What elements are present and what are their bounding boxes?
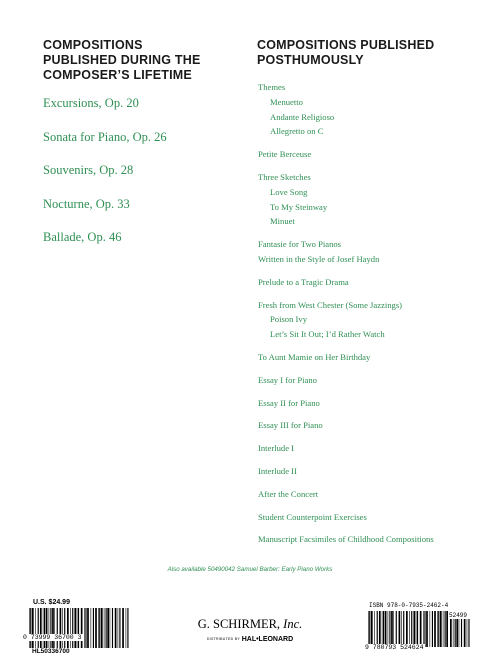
- note-prefix: Also available 50490042: [167, 566, 237, 573]
- composition-title: Prelude to a Tragic Drama: [258, 276, 349, 287]
- movement-title: Andante Religioso: [270, 111, 335, 122]
- right-column-heading: [257, 38, 434, 68]
- composition-title: Fantasie for Two Pianos: [258, 239, 342, 250]
- composition-title: Interlude II: [258, 465, 297, 476]
- composition-title: Student Counterpoint Exercises: [258, 511, 367, 522]
- distributor-line: [150, 636, 350, 643]
- price-label: U.S. $24.99: [33, 599, 70, 606]
- posthumous-group: [258, 350, 434, 365]
- isbn-label: ISBN 978-0-7935-2462-4: [369, 602, 449, 609]
- posthumous-group: [258, 418, 434, 433]
- composition-item: Nocturne, Op. 33: [43, 196, 130, 211]
- composition-title-continuation: Written in the Style of Josef Haydn: [258, 253, 380, 264]
- composition-title: Essay III for Piano: [258, 420, 323, 431]
- composition-item: Excursions, Op. 20: [43, 96, 139, 110]
- composition-item: Sonata for Piano, Op. 26: [43, 129, 167, 144]
- right-heading-line: POSTHUMOUSLY: [257, 53, 364, 67]
- composition-title: Essay II for Piano: [258, 397, 320, 408]
- posthumous-compositions-list: [258, 80, 434, 555]
- upc-digits: 0 73999 36700 3: [23, 634, 82, 641]
- composition-title: To Aunt Mamie on Her Birthday: [258, 351, 371, 362]
- posthumous-group: [258, 464, 434, 479]
- publisher-logo: [150, 617, 350, 632]
- distributor-logo: HAL•LEONARD: [241, 636, 294, 643]
- publisher-suffix: Inc.: [280, 617, 303, 631]
- posthumous-group: [258, 298, 434, 342]
- posthumous-group: [258, 510, 434, 525]
- price-addon-barcode: [450, 619, 472, 647]
- posthumous-group: [258, 441, 434, 456]
- posthumous-group: [258, 80, 434, 139]
- left-column-heading: [43, 38, 200, 83]
- left-heading-line: COMPOSITIONS: [43, 38, 143, 52]
- composition-title: Three Sketches: [258, 171, 311, 182]
- movement-title: Menuetto: [270, 96, 303, 107]
- movement-title: Let’s Sit It Out; I’d Rather Watch: [270, 329, 385, 340]
- posthumous-group: [258, 396, 434, 411]
- posthumous-group: [258, 147, 434, 162]
- posthumous-group: [258, 532, 434, 547]
- posthumous-group: [258, 170, 434, 229]
- movement-title: Minuet: [270, 216, 295, 227]
- left-heading-line: PUBLISHED DURING THE: [43, 53, 201, 67]
- ean-digits: 9 780793 524624: [365, 644, 424, 651]
- isbn-barcode: [368, 611, 448, 647]
- right-heading-line: COMPOSITIONS PUBLISHED: [257, 38, 435, 52]
- posthumous-group: [258, 487, 434, 502]
- publisher-name: G. SCHIRMER,: [197, 617, 281, 631]
- composition-title: Petite Berceuse: [258, 149, 312, 160]
- composition-item: Ballade, Op. 46: [43, 230, 122, 244]
- addon-digits: 52499: [449, 612, 468, 619]
- lifetime-compositions-list: [43, 96, 167, 264]
- posthumous-group: [258, 237, 434, 267]
- left-heading-line: COMPOSER’S LIFETIME: [43, 68, 192, 82]
- movement-title: Poison Ivy: [270, 314, 308, 325]
- note-title: Samuel Barber: Early Piano Works: [236, 566, 333, 573]
- composition-title: Essay I for Piano: [258, 374, 317, 385]
- composition-item: Souvenirs, Op. 28: [43, 163, 134, 177]
- composition-title: Fresh from West Chester (Some Jazzings): [258, 299, 403, 310]
- composition-title: After the Concert: [258, 488, 319, 499]
- posthumous-group: [258, 373, 434, 388]
- upc-barcode: [29, 608, 131, 648]
- distributed-by-label: DISTRIBUTED BY: [206, 637, 241, 641]
- movement-title: Allegretto on C: [270, 126, 324, 137]
- also-available-note: [0, 566, 500, 573]
- movement-title: Love Song: [270, 186, 308, 197]
- movement-title: To My Steinway: [270, 201, 328, 212]
- posthumous-group: [258, 275, 434, 290]
- composition-title: Manuscript Facsimiles of Childhood Compositions: [258, 534, 434, 545]
- product-code: HL50336700: [32, 648, 70, 655]
- composition-title: Themes: [258, 82, 286, 92]
- composition-title: Interlude I: [258, 443, 295, 454]
